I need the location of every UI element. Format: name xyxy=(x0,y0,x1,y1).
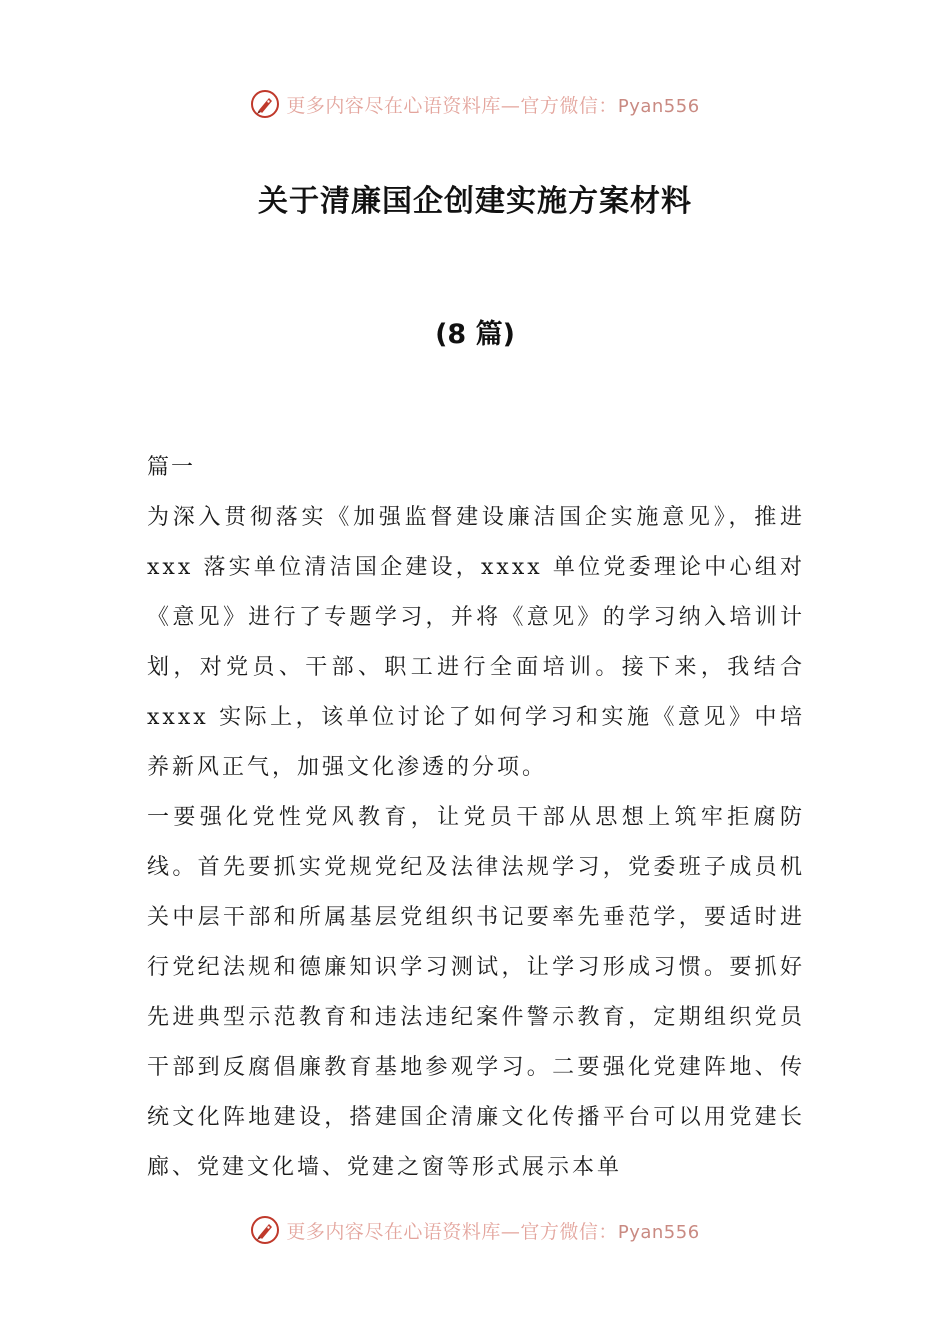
document-subtitle: (8 篇) xyxy=(435,319,515,350)
watermark-footer xyxy=(0,1210,950,1250)
watermark-text-cn: 更多内容尽在心语资料库—官方微信： xyxy=(286,1220,618,1243)
pen-nib-logo-icon xyxy=(250,1215,280,1245)
watermark-text xyxy=(286,91,699,118)
watermark-text xyxy=(286,1217,699,1244)
watermark-wechat-id: Pyan556 xyxy=(617,95,700,117)
watermark-text-cn: 更多内容尽在心语资料库—官方微信： xyxy=(286,94,618,117)
watermark-wechat-id: Pyan556 xyxy=(617,1221,700,1243)
watermark-header xyxy=(0,84,950,124)
document-title: 关于清廉国企创建实施方案材料 xyxy=(258,184,692,219)
paragraph-2: 一要强化党性党风教育，让党员干部从思想上筑牢拒腐防线。首先要抓实党规党纪及法律法规学习，党委班子成员机关中层干部和所属基层党组织书记要率先垂范学，要适时进行党纪法规和德廉知识学习测试，让学习形成习惯。要抓好先进典型示范教育和违法违纪案件警示教育，定期组织党员干部到反腐倡廉教育基地参观学习。二要强化党建阵地、传统文化阵地建设，搭建国企清廉文化传播平台可以用党建长廊、党建文化墙、党建之窗等形式展示本单 xyxy=(147,805,805,1180)
document-body xyxy=(147,443,805,1193)
paragraph-1: 为深入贯彻落实《加强监督建设廉洁国企实施意见》，推进 xxx 落实单位清洁国企建设，xxxx 单位党委理论中心组对《意见》进行了专题学习，并将《意见》的学习纳入培训计划，对党员、干部、职工进行全面培训。接下来，我结合 xxxx 实际上，该单位讨论了如何学习和实施《意见》中培养新风正气，加强文化渗透的分项。 xyxy=(147,505,805,780)
pen-nib-logo-icon xyxy=(250,89,280,119)
section-label: 篇一 xyxy=(147,455,196,480)
